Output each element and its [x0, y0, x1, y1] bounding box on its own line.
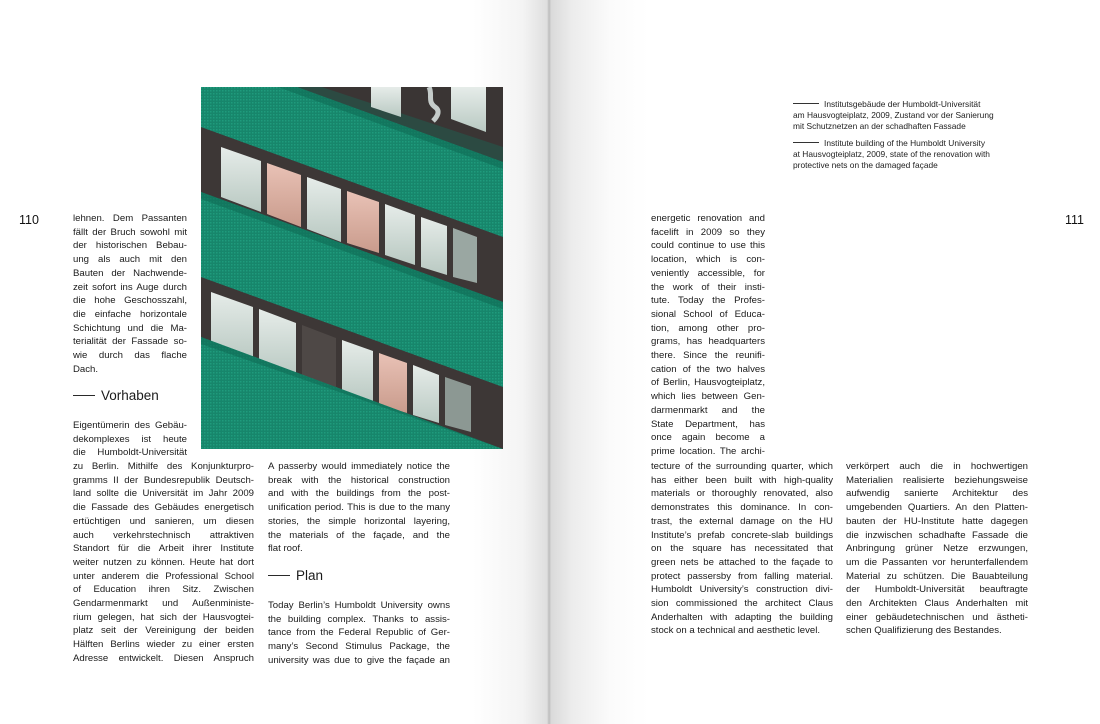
- heading-vorhaben-label: Vorhaben: [101, 388, 159, 403]
- text-line: weiter nutzen zu können. Heute hat dort: [73, 556, 254, 568]
- text-line: veniently accessible, for: [651, 267, 765, 279]
- text-line: die hohe Geschosszahl,: [73, 295, 187, 307]
- text-line: Bauten der Nachwende-: [73, 267, 187, 279]
- text-line: darmenmarkt and the: [651, 404, 765, 416]
- caption-de-line: am Hausvogteiplatz, 2009, Zustand vor der Sanierung: [793, 109, 994, 120]
- text-line: materials or thoroughly renovated, also: [651, 488, 833, 500]
- text-line: break with the historical construction: [268, 474, 450, 486]
- text-line: on the square has necessitated that: [651, 543, 833, 555]
- text-line: die einfache horizontale: [73, 308, 187, 320]
- text-line: tance from the Federal Republic of Ger-: [268, 627, 450, 639]
- text-line: Dach.: [73, 363, 99, 375]
- text-line: has either been built with high-quality: [651, 474, 833, 486]
- caption-de-line: Institutsgebäude der Humboldt-Universität: [824, 99, 981, 109]
- text-line: Anderhalten with adapting the building: [651, 611, 833, 623]
- text-line: verkörpert auch die in hochwertigen: [846, 461, 1028, 472]
- text-line: terialität der Fassade so-: [73, 336, 187, 348]
- text-line: and with the buildings from the post-: [268, 488, 450, 500]
- text-line: um die Passanten vor herunterfallendem: [846, 556, 1028, 568]
- text-line: gramms II der Bundesrepublik Deutsch-: [73, 474, 254, 486]
- text-line: protect passersby from falling material.: [651, 570, 833, 582]
- text-line: tute. Today the Profes-: [651, 295, 765, 307]
- text-line: which lies between Gen-: [651, 391, 765, 403]
- text-line: the building complex. Thanks to assis-: [268, 613, 450, 625]
- caption-rule: [793, 142, 819, 143]
- left-col1-bottom-text: [73, 460, 254, 666]
- facade-illustration: [201, 87, 503, 449]
- text-line: sion commissioned the architect Claus: [651, 598, 833, 610]
- text-line: die Fassade des Gebäudes energetisch: [73, 502, 254, 514]
- text-line: platz seit der Vereinigung der beiden: [73, 625, 254, 637]
- text-line: ung als auch mit den: [73, 254, 187, 266]
- text-line: bauten der HU-Institute hatte dagegen: [846, 515, 1028, 527]
- text-line: Today Berlin’s Humboldt University owns: [268, 600, 450, 611]
- heading-rule: [73, 395, 95, 396]
- text-line: prime location. The archi-: [651, 445, 765, 457]
- text-line: rium gelegen, hat sich der Hausvogtei-: [73, 611, 254, 623]
- text-line: fällt der Bruch sowohl mit: [73, 226, 187, 238]
- text-line: der historischen Bebau-: [73, 240, 187, 252]
- text-line: Eigentümerin des Gebäu-: [73, 420, 187, 431]
- text-line: demonstrates this dominance. In con-: [651, 502, 833, 514]
- text-line: Adresse entwickelt. Diesen Anspruch: [73, 652, 254, 664]
- left-col1-mid-text: [73, 419, 187, 460]
- text-line: trast, the external damage on the HU: [651, 515, 833, 527]
- text-line: tion, among other pro-: [651, 322, 765, 334]
- page-number-left: 110: [19, 213, 39, 227]
- text-line: aufwendig sanierte Architektur des: [846, 488, 1028, 500]
- text-line: land sollte die Universität im Jahr 2009: [73, 488, 254, 500]
- text-line: zu Berlin. Mithilfe des Konjunkturpro-: [73, 461, 254, 472]
- text-line: Institute’s prefab concrete-slab buildings: [651, 529, 833, 541]
- text-line: den Architekten Claus Anderhalten mit: [846, 598, 1028, 610]
- text-line: A passerby would immediately notice the: [268, 461, 450, 472]
- text-line: Humboldt University’s construction divi-: [651, 584, 833, 596]
- text-line: many’s Second Stimulus Package, the: [268, 641, 450, 653]
- heading-plan-label: Plan: [296, 568, 324, 583]
- right-col-en-wide-text: [651, 460, 833, 638]
- text-line: location, which is con-: [651, 254, 765, 266]
- text-line: stock on a technical and aesthetic level.: [651, 625, 821, 637]
- text-line: zeit sofort ins Auge durch: [73, 281, 187, 293]
- text-line: umgebenden Quartiers. An den Platten-: [846, 502, 1028, 514]
- text-line: dekomplexes ist heute: [73, 433, 187, 445]
- caption-rule: [793, 103, 819, 104]
- text-line: unification period. This is due to the many: [268, 502, 450, 514]
- text-line: Material zu schützen. Die Bauabteilung: [846, 570, 1028, 582]
- text-line: lehnen. Dem Passanten: [73, 213, 187, 224]
- text-line: grams, has headquarters: [651, 336, 765, 348]
- book-gutter: [547, 0, 551, 724]
- caption-en-line: Institute building of the Humboldt University: [824, 138, 986, 148]
- text-line: Schichtung und die Ma-: [73, 322, 187, 334]
- text-line: the work of their insti-: [651, 281, 765, 293]
- text-line: unter anderem die Professional School: [73, 570, 254, 582]
- text-line: the materials of the façade, and the: [268, 529, 450, 541]
- caption-german: [793, 99, 994, 131]
- text-line: wie durch das flache: [73, 350, 187, 362]
- page-number-right: 111: [1065, 213, 1085, 227]
- caption-en-line: at Hausvogteiplatz, 2009, state of the renovation with: [793, 148, 990, 159]
- heading-rule: [268, 575, 290, 576]
- building-facade-photo: [201, 87, 503, 449]
- text-line: once again become a: [651, 432, 765, 444]
- caption-de-line: mit Schutznetzen an der schadhaften Fassade: [793, 120, 966, 131]
- text-line: tecture of the surrounding quarter, which: [651, 461, 833, 472]
- text-line: Gendarmenmarkt und Außenministe-: [73, 598, 254, 610]
- text-line: of Berlin, Hausvogteiplatz,: [651, 377, 765, 389]
- caption-en-line: protective nets on the damaged façade: [793, 159, 938, 170]
- text-line: could continue to use this: [651, 240, 765, 252]
- text-line: ertüchtigen und sanieren, um diesen: [73, 515, 254, 527]
- text-line: there. Since the reunifi-: [651, 350, 765, 362]
- heading-vorhaben: [73, 388, 159, 403]
- right-col-en-narrow-text: [651, 212, 765, 459]
- text-line: die inzwischen schadhafte Fassade die: [846, 529, 1028, 541]
- text-line: State Department, has: [651, 418, 765, 430]
- left-col2-top-text: [268, 460, 450, 556]
- left-col2-bottom-text: [268, 599, 450, 668]
- caption-english: [793, 138, 990, 170]
- heading-plan: [268, 568, 323, 583]
- text-line: of Education ihren Sitz. Zwischen: [73, 584, 254, 596]
- text-line: sional School of Educa-: [651, 308, 765, 320]
- text-line: energetic renovation and: [651, 213, 765, 224]
- text-line: flat roof.: [268, 543, 303, 555]
- text-line: einer gebäudetechnischen und ästheti-: [846, 611, 1028, 623]
- text-line: die Humboldt-Universität: [73, 447, 187, 459]
- text-line: auch verkehrstechnisch attraktiven: [73, 529, 254, 541]
- left-col1-top-text: [73, 212, 187, 376]
- text-line: cation of the two halves: [651, 363, 765, 375]
- text-line: Materialien realisierte beziehungsweise: [846, 474, 1028, 486]
- text-line: green nets be attached to the façade to: [651, 556, 833, 568]
- text-line: Hälften Berlins wieder zu einer ersten: [73, 639, 254, 651]
- right-col-de-text: [846, 460, 1028, 638]
- text-line: Standort für die Arbeit ihrer Institute: [73, 543, 254, 555]
- text-line: schen Qualifizierung des Bestandes.: [846, 625, 1002, 637]
- text-line: der Humboldt-Universität beauftragte: [846, 584, 1028, 596]
- text-line: facelift in 2009 so they: [651, 226, 765, 238]
- text-line: university was due to give the façade an: [268, 654, 450, 666]
- text-line: Anbringung grüner Netze erzwungen,: [846, 543, 1028, 555]
- text-line: stories, the simple horizontal layering,: [268, 515, 450, 527]
